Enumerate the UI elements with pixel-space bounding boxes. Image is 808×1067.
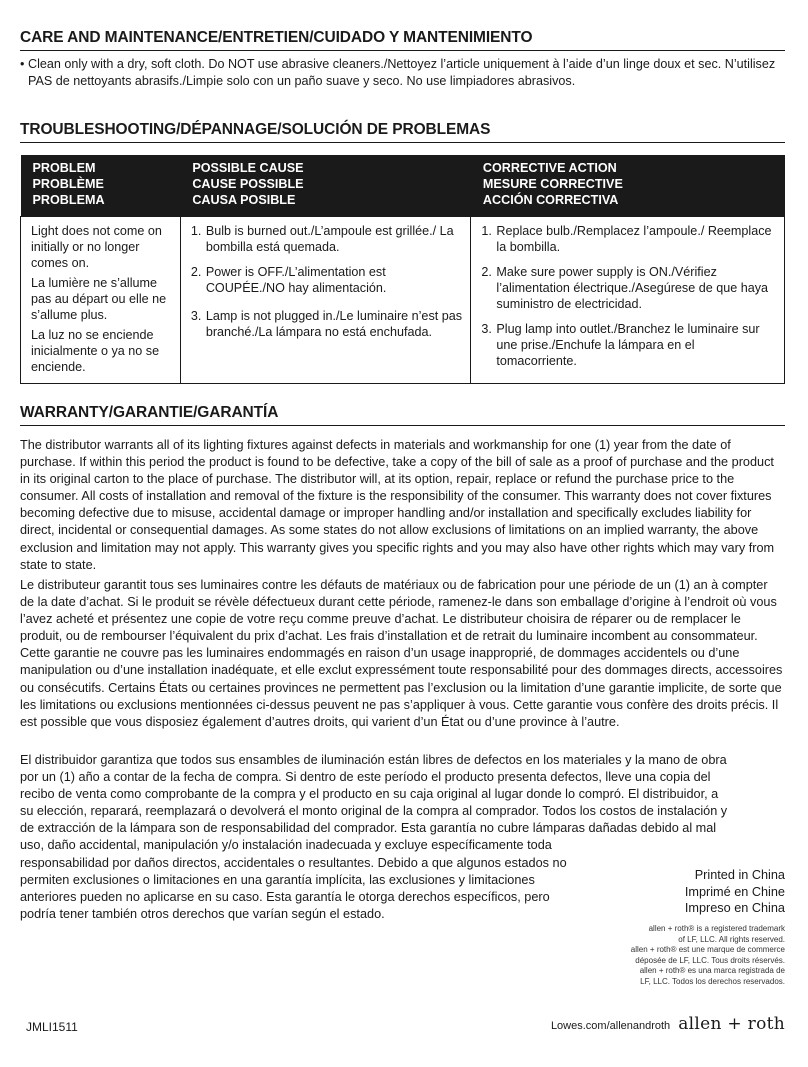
cause-item: 1. Bulb is burned out./L’ampoule est grillée./ La bombilla está quemada. (190, 224, 454, 254)
printed-in-china: Printed in China Imprimé en Chine Impreso en China (684, 868, 785, 915)
warranty-section-title: WARRANTY/GARANTIE/GARANTÍA (20, 404, 785, 426)
action-item: 2. Make sure power supply is ON./Vérifiez l’alimentation électrique./Asegúrese de que haya suministro de electricidad. (481, 265, 769, 311)
care-instructions (20, 56, 785, 89)
table-header-row (21, 155, 785, 217)
action-item: 3. Plug lamp into outlet./Branchez le luminaire sur une prise./Enchufe la lámpara en el tomacorriente. (481, 322, 760, 368)
cause-cell (180, 217, 471, 384)
troubleshooting-table (20, 155, 785, 384)
cause-item: 3. Lamp is not plugged in./Le luminaire n’est pas branché./La lámpara no está enchufada. (190, 309, 463, 339)
footer-brand (551, 1014, 785, 1034)
brand-logo: allen + roth (678, 1014, 785, 1034)
problem-es: La luz no se enciende inicialmente o ya no se enciende. (31, 328, 160, 374)
table-row (21, 217, 785, 384)
problem-en: Light does not come on initially or no longer comes on. (31, 224, 162, 270)
cause-item: 2. Power is OFF./L’alimentation est COUPÉE./NO hay alimentación. (190, 265, 387, 295)
care-section-title: CARE AND MAINTENANCE/ENTRETIEN/CUIDADO Y MANTENIMIENTO (20, 29, 785, 51)
problem-cell (21, 217, 181, 384)
warranty-spanish: El distribuidor garantiza que todos sus ensambles de iluminación están libres de defectos en los materiales y la mano de obra por un (1) año a contar de la fecha de compra. Si dentro de este período el producto presenta defectos, lleve una copia del recibo de venta como comprobante de la compra y el producto en su caja original al lugar donde lo compró. El distribuidor, a su elección, reparará, reemplazará o devolverá el monto original de la compra al comprador. Todos los costos de instalación y de extracción de la lámpara son de responsabilidad del comprador. Esta garantía no cubre lámparas dañadas debido al mal uso, daño accidental, manipulación y/o instalación inadecuada y excluye específicamente toda responsabilidad por daños directos, accidentales o resultantes. Debido a que algunos estados no permiten exclusiones o limitaciones en una garantía implícita, las exclusiones y limitaciones anteriores pueden no aplicarse en su caso. Esta garantía le otorga derechos específicos, pero podría tener también otros derechos que varían según el estado. (20, 753, 728, 921)
website-link[interactable]: Lowes.com/allenandroth (550, 1020, 671, 1032)
care-text: Clean only with a dry, soft cloth. Do NOT use abrasive cleaners./Nettoyez l’article uniquement à l’aide d’un linge doux et sec. N’utilisez PAS de nettoyants abrasifs./Limpie solo con un paño suave y seco. No use limpiadores abrasivos. (28, 57, 776, 88)
problem-fr: La lumière ne s’allume pas au départ ou elle ne s’allume plus. (31, 276, 167, 322)
action-item: 1. Replace bulb./Remplacez l’ampoule./ Reemplace la bombilla. (481, 224, 772, 254)
trademark-notice: allen + roth® is a registered trademark of LF, LLC. All rights reserved. allen + roth® est une marque de commerce déposée de LF, LLC. Tous droits réservés. allen + roth® es una marca registrada de LF, LLC. Todos los derechos reservados. (630, 924, 785, 986)
model-number: JMLI1511 (26, 1020, 78, 1034)
header-possible-cause: POSSIBLE CAUSE CAUSE POSSIBLE CAUSA POSIBLE (180, 155, 471, 217)
warranty-english: The distributor warrants all of its lighting fixtures against defects in materials and workmanship for one (1) year from the date of purchase. If within this period the product is found to be defective, take a copy of the bill of sale as a proof of purchase and the product in its original carton to the place of purchase. The distributor will, at its option, repair, replace or refund the purchase price to the consumer. All costs of installation and removal of the fixture is the responsibility of the consumer. This warranty does not cover fixtures becoming defective due to misuse, accidental damage or improper handling and/or installation and specifically excludes liability for direct, incidental or consequential damages. As some states do not allow exclusions of limitations on an implied warranty, the above exclusion and limitation may not apply. This warranty gives you specific rights and you may also have other rights which may vary from state to state. (20, 438, 775, 572)
action-cell (471, 217, 785, 384)
warranty-french: Le distributeur garantit tous ses luminaires contre les défauts de matériaux ou de fabrication pour une période de un (1) an à compter de la date d’achat. Si le produit se révèle défectueux durant cette période, ramenez-le dans son emballage d’origine à l’endroit où vous l’avez acheté et présentez une copie de votre reçu comme preuve d’achat. Le distributeur choisira de réparer ou de remplacer le produit, ou de rembourser l’équivalent du prix d’achat. Les frais d’installation et de retrait du luminaire incombent au consommateur. Cette garantie ne couvre pas les luminaires endommagés en raison d’un usage inapproprié, de dommages accidentels ou d’une manipulation ou d’une installation inadéquate, et elle exclut expressément toute responsabilité pour des dommages directs, accessoires ou consécutifs. Certains États ou certaines provinces ne permettent pas l’exclusion ou la limitation d’une garantie implicite, de sorte que les limitations ou exclusions mentionnées ci-dessus peuvent ne pas s’appliquer à vous. Cette garantie vous confère des droits précis. Il est possible que vous disposiez également d’autres droits, qui varient d’un État ou d’une province à l’autre. (20, 578, 783, 729)
header-problem: PROBLEM PROBLÈME PROBLEMA (21, 155, 181, 217)
bullet-icon: • (20, 57, 25, 71)
header-corrective-action: CORRECTIVE ACTION MESURE CORRECTIVE ACCIÓN CORRECTIVA (471, 155, 785, 217)
troubleshooting-section-title: TROUBLESHOOTING/DÉPANNAGE/SOLUCIÓN DE PROBLEMAS (20, 121, 785, 143)
